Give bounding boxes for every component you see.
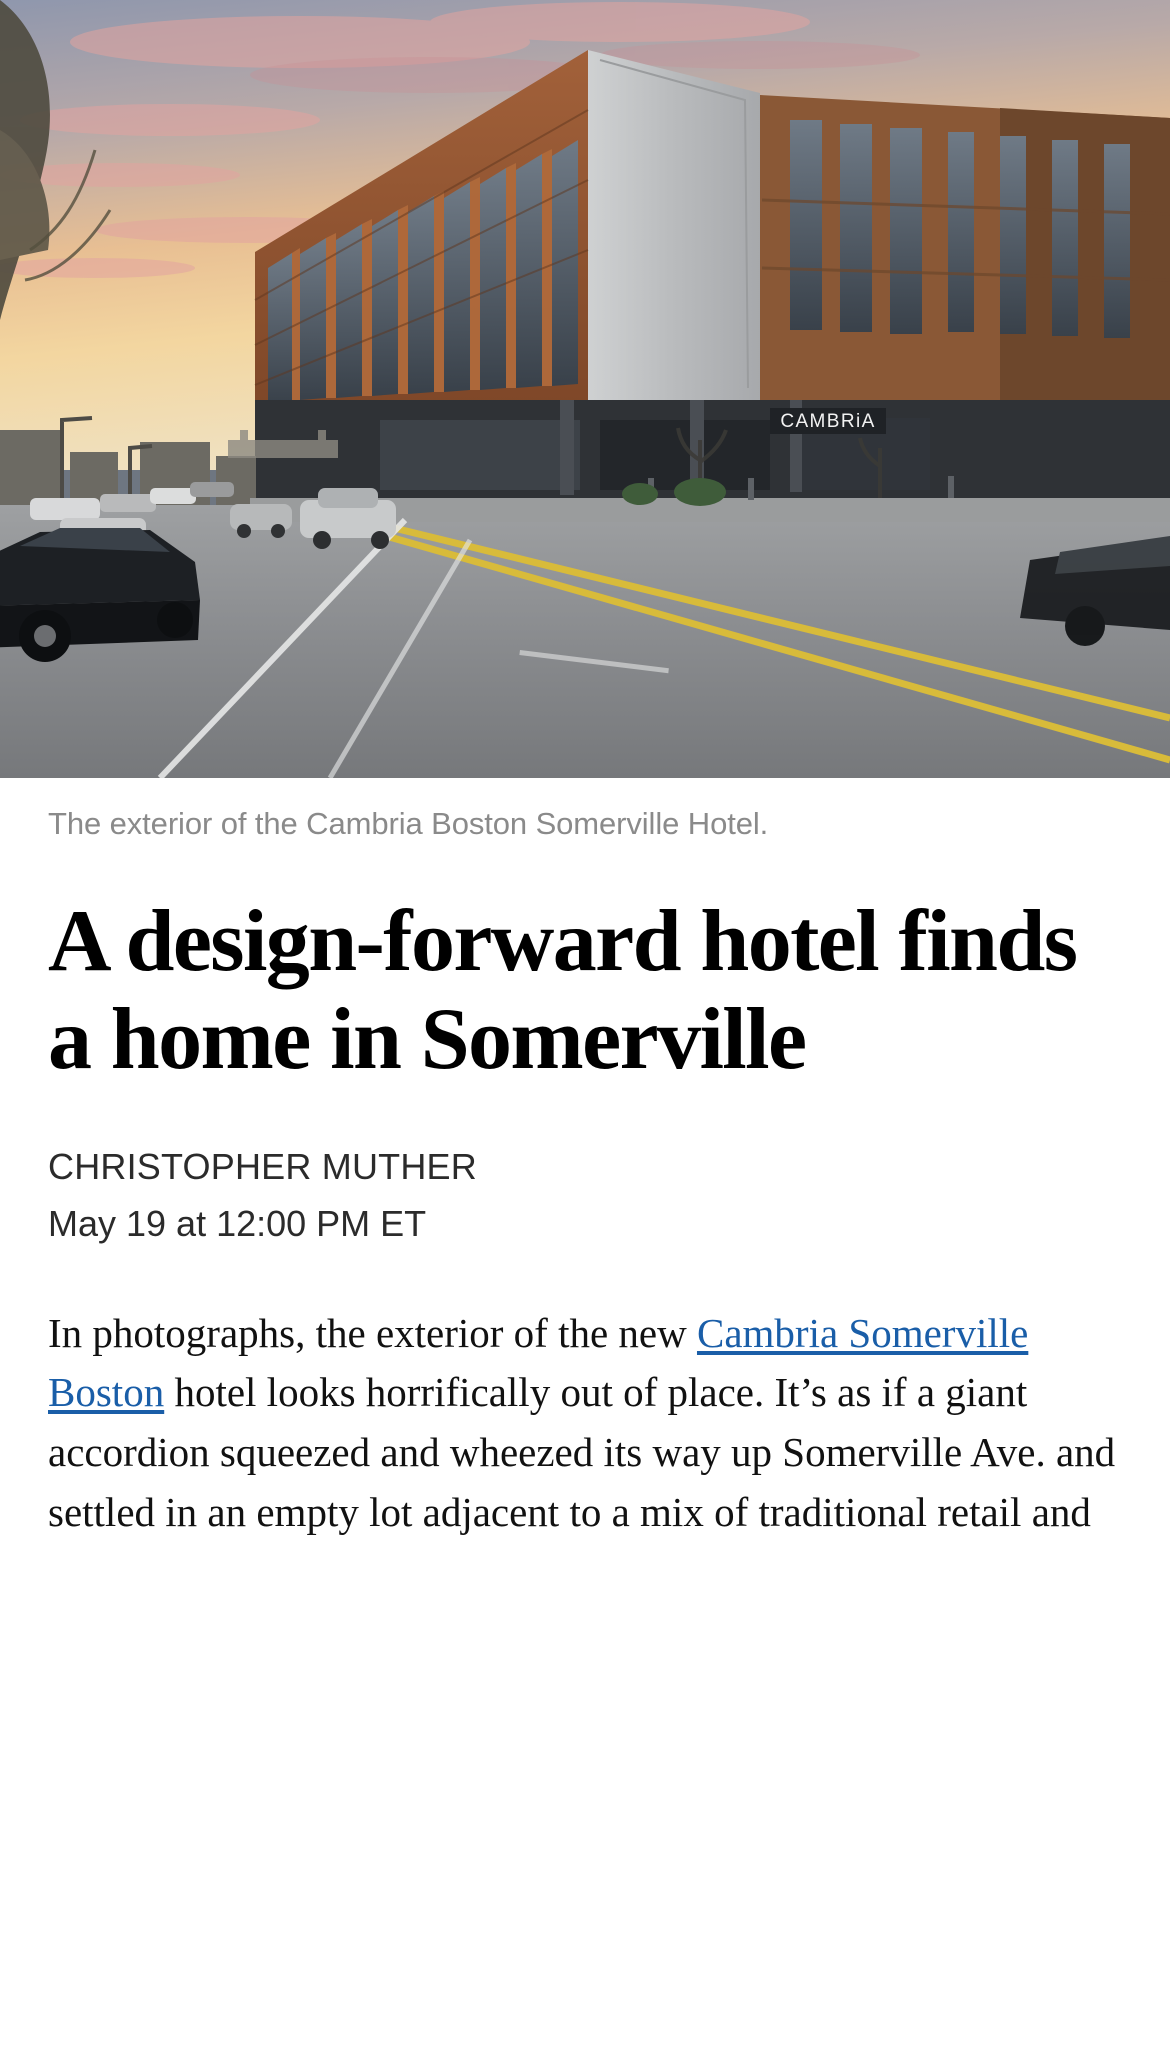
article-paragraph xyxy=(48,1304,1122,1543)
byline-date: May 19 at 12:00 PM ET xyxy=(48,1202,427,1244)
article-body xyxy=(0,1248,1170,1583)
hotel-sign-text: CAMBRiA xyxy=(780,411,876,432)
hero-illustration xyxy=(0,0,1170,778)
page-title: A design-forward hotel finds a home in Somerville xyxy=(48,892,1077,1089)
paragraph-text-after-link: hotel looks horrifically out of place. It’s as if a giant accordion squeezed and wheezed its way up Somerville Ave. and settled in an empty lot adjacent to a mix of traditional retail and xyxy=(48,1369,1116,1536)
hero-image xyxy=(0,0,1170,778)
paragraph-text-before-link: In photographs, the exterior of the new xyxy=(48,1309,697,1356)
cambria-hotel-link[interactable]: Cambria Somerville Boston xyxy=(48,1309,1029,1416)
byline xyxy=(0,1090,1170,1248)
image-caption: The exterior of the Cambria Boston Somerville Hotel. xyxy=(48,806,769,841)
byline-author[interactable]: CHRISTOPHER MUTHER xyxy=(48,1146,477,1187)
